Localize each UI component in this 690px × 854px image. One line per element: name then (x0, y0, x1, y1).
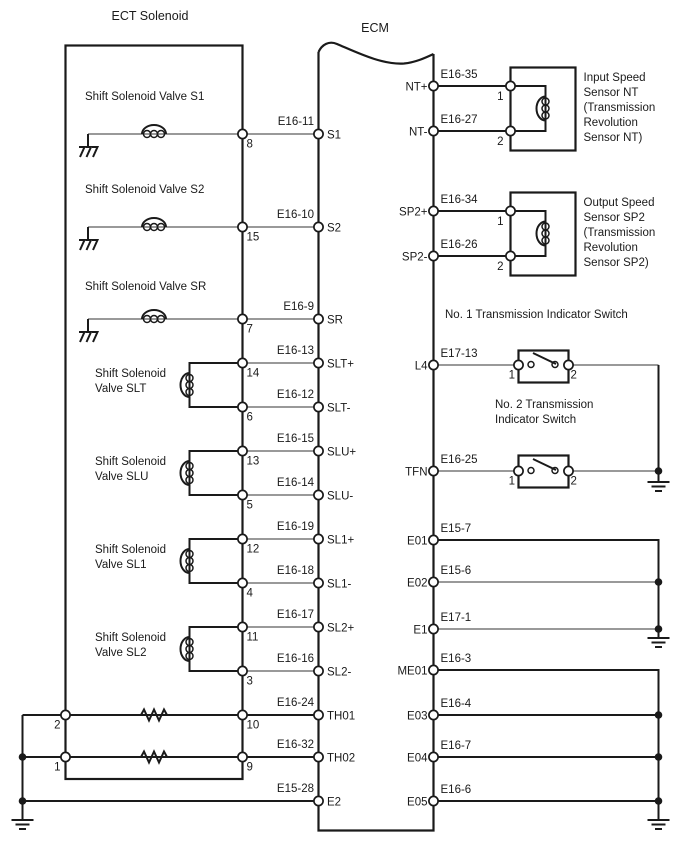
solenoid-slt-label-2: Valve SLT (95, 383, 147, 395)
pin-number: 10 (246, 719, 260, 732)
ect-pin-10 (238, 710, 247, 719)
ecm-pin-sl1-minus (314, 578, 323, 587)
ecm-pin-label: S2 (327, 222, 342, 235)
connector-label: E16-10 (276, 209, 314, 221)
sl1-coil-icon (181, 549, 194, 573)
ecm-pin-nt-plus (429, 81, 438, 90)
pin-number: 5 (246, 499, 253, 512)
ect-pin-5 (238, 490, 247, 499)
connector-label: E16-34 (440, 194, 478, 206)
connector-label: E15-6 (440, 565, 472, 577)
junction-dot (655, 578, 663, 586)
pin-number: 1 (497, 91, 504, 103)
pin-number: 7 (246, 323, 253, 336)
sp2-sensor-label-3: (Transmission (583, 227, 656, 239)
ect-pin-11 (238, 622, 247, 631)
ecm-pin-l4 (429, 360, 438, 369)
slu-coil-icon (181, 461, 194, 485)
junction-dot (655, 711, 663, 719)
connector-label: E16-25 (440, 454, 478, 466)
connector-label: E16-13 (276, 345, 314, 357)
sp2-coil-icon (537, 222, 550, 246)
ecm-pin-label: NT+ (405, 81, 428, 94)
pin-number: 15 (246, 231, 260, 244)
nt-sensor-pin-1 (506, 81, 515, 90)
ecm-title: ECM (361, 21, 389, 35)
connector-label: E16-16 (276, 653, 314, 665)
sp2-sensor-label-1: Output Speed (583, 197, 655, 209)
solenoid-s1-label: Shift Solenoid Valve S1 (85, 91, 205, 103)
no2-transmission-indicator-switch-symbol (519, 456, 569, 488)
ecm-pin-label: SP2- (401, 251, 428, 264)
pin-number: 13 (246, 455, 260, 468)
connector-label: E16-11 (277, 116, 314, 128)
pin-number: 14 (246, 367, 260, 380)
slt-coil-icon (181, 373, 194, 397)
ecm-pin-e1 (429, 624, 438, 633)
ecm-pin-label: SL2- (327, 666, 352, 679)
ecm-pin-me01 (429, 665, 438, 674)
ecm-pin-sl1-plus (314, 534, 323, 543)
pin-number: 2 (497, 136, 504, 148)
ect-pin-13 (238, 446, 247, 455)
ecm-pin-e03 (429, 710, 438, 719)
junction-dot (655, 467, 663, 475)
connector-label: E16-12 (276, 389, 314, 401)
connector-label: E16-26 (440, 239, 478, 251)
ecm-pin-label: NT- (408, 126, 428, 139)
junction-dot (19, 797, 27, 805)
ecm-pin-label: SP2+ (399, 206, 428, 219)
switch2-terminal-1 (514, 466, 523, 475)
junction-dot (19, 753, 27, 761)
ect-pin-2 (61, 710, 70, 719)
ecm-pin-label: SL1+ (327, 534, 355, 547)
ecm-pin-label: E03 (407, 710, 428, 723)
connector-label: E16-4 (440, 698, 472, 710)
s2-chassis-ground-icon (79, 227, 98, 250)
ecm-pin-label: SR (327, 314, 343, 327)
connector-label: E16-18 (276, 565, 314, 577)
connector-label: E17-13 (440, 348, 478, 360)
ecm-pin-label: SL2+ (327, 622, 355, 635)
sp2-sensor-label-4: Revolution (583, 242, 638, 254)
connector-label: E15-7 (440, 523, 472, 535)
connector-label: E16-15 (276, 433, 314, 445)
pin-number: 1 (54, 761, 61, 774)
connector-label: E15-28 (276, 783, 314, 795)
slu-coil-loop (190, 451, 243, 495)
s2-coil-icon (142, 218, 166, 231)
pin-number: 9 (246, 761, 253, 774)
ecm-pin-e01 (429, 535, 438, 544)
ecm-pin-slt-plus (314, 358, 323, 367)
solenoid-sr-label: Shift Solenoid Valve SR (85, 281, 207, 293)
pin-number: 3 (246, 675, 253, 688)
pin-number: 2 (497, 261, 504, 273)
ecm-pin-s1 (314, 129, 323, 138)
nt-sensor-label-5: Sensor NT) (583, 132, 643, 144)
ecm-pin-sp2-minus (429, 251, 438, 260)
ecm-pin-sp2-plus (429, 206, 438, 215)
switch2-terminal-2 (564, 466, 573, 475)
ecm-pin-e02 (429, 577, 438, 586)
nt-coil-icon (537, 97, 550, 121)
connector-label: E16-7 (440, 740, 472, 752)
solenoid-sl2-label-1: Shift Solenoid (95, 632, 166, 644)
ect-box-title: ECT Solenoid (111, 9, 189, 23)
no1-transmission-indicator-switch-symbol (519, 351, 569, 383)
sl1-coil-loop (190, 539, 243, 583)
switch1-terminal-1 (514, 360, 523, 369)
connector-label: E16-32 (276, 739, 314, 751)
nt-sensor-pin-2 (506, 126, 515, 135)
ecm-pin-e2 (314, 796, 323, 805)
junction-dot (655, 625, 663, 633)
ecm-pin-label: TFN (405, 466, 428, 479)
ecm-pin-label: E05 (407, 796, 428, 809)
connector-label: E16-6 (440, 784, 472, 796)
output-speed-sensor-box (511, 193, 576, 276)
pin-number: 2 (570, 369, 577, 382)
connector-label: E16-17 (276, 609, 314, 621)
sp2-sensor-pin-1 (506, 206, 515, 215)
pin-number: 1 (508, 369, 515, 382)
connector-label: E16-9 (283, 301, 314, 313)
ecm-pin-sl2-plus (314, 622, 323, 631)
ecm-pin-sr (314, 314, 323, 323)
ect-pin-4 (238, 578, 247, 587)
ecm-pin-th02 (314, 752, 323, 761)
pin-number: 1 (497, 216, 504, 228)
solenoid-slt-label-1: Shift Solenoid (95, 368, 166, 380)
ecm-pin-label: SLU- (327, 490, 354, 503)
ect-pin-14 (238, 358, 247, 367)
junction-dot (655, 797, 663, 805)
solenoid-s2-label: Shift Solenoid Valve S2 (85, 184, 205, 196)
connector-label: E16-14 (276, 477, 314, 489)
pin-number: 1 (508, 475, 515, 488)
solenoid-slu-label-2: Valve SLU (95, 471, 149, 483)
s1-chassis-ground-icon (79, 134, 98, 157)
pin-number: 12 (246, 543, 260, 556)
ecm-pin-label: E02 (407, 577, 428, 590)
pin-number: 11 (246, 631, 259, 644)
ect-pin-6 (238, 402, 247, 411)
ecm-pin-th01 (314, 710, 323, 719)
ecm-pin-label: SLT+ (327, 358, 354, 371)
ecm-pin-slu-minus (314, 490, 323, 499)
pin-number: 6 (246, 411, 253, 424)
connector-label: E16-19 (276, 521, 314, 533)
nt-sensor-label-2: Sensor NT (583, 87, 639, 99)
ecm-pin-s2 (314, 222, 323, 231)
solenoid-sl1-label-2: Valve SL1 (95, 559, 147, 571)
ecm-pin-nt-minus (429, 126, 438, 135)
ecm-pin-label: E04 (407, 752, 428, 765)
ecm-pin-slu-plus (314, 446, 323, 455)
ect-solenoid-box (66, 46, 243, 780)
ecm-box-torn-top-edge (319, 43, 434, 64)
ect-pin-8 (238, 129, 247, 138)
ecm-pin-label: E2 (327, 796, 342, 809)
ecm-pin-label: SLT- (327, 402, 351, 415)
solenoid-sl2-label-2: Valve SL2 (95, 647, 147, 659)
pin-number: 2 (570, 475, 577, 488)
switch1-terminal-2 (564, 360, 573, 369)
ecm-pin-tfn (429, 466, 438, 475)
left-ground-icon (12, 820, 34, 829)
ecm-pin-label: L4 (414, 360, 428, 373)
ecm-pin-e04 (429, 752, 438, 761)
ect-pin-12 (238, 534, 247, 543)
sr-chassis-ground-icon (79, 319, 98, 342)
ect-pin-3 (238, 666, 247, 675)
solenoid-slu-label-1: Shift Solenoid (95, 456, 166, 468)
switch2-title-2: Indicator Switch (495, 414, 577, 426)
connector-label: E17-1 (440, 612, 472, 624)
switch1-title: No. 1 Transmission Indicator Switch (445, 309, 628, 321)
s1-coil-icon (142, 125, 166, 138)
ect-pin-9 (238, 752, 247, 761)
ecm-pin-label: S1 (327, 129, 342, 142)
nt-sensor-label-3: (Transmission (583, 102, 656, 114)
pin-number: 2 (54, 719, 61, 732)
sr-coil-icon (142, 310, 166, 323)
me01-ground-icon (648, 820, 670, 829)
connector-label: E16-27 (440, 114, 478, 126)
sp2-sensor-label-2: Sensor SP2 (583, 212, 645, 224)
switch2-title-1: No. 2 Transmission (495, 399, 594, 411)
solenoid-sl1-label-1: Shift Solenoid (95, 544, 166, 556)
ect-pin-1 (61, 752, 70, 761)
ecm-pin-label: ME01 (397, 665, 428, 678)
slt-coil-loop (190, 363, 243, 407)
ect-pin-15 (238, 222, 247, 231)
nt-sensor-label-1: Input Speed (583, 72, 646, 84)
pin-number: 8 (246, 138, 253, 151)
ecm-pin-label: SL1- (327, 578, 352, 591)
connector-label: E16-3 (440, 653, 472, 665)
connector-label: E16-35 (440, 69, 478, 81)
ecm-pin-e05 (429, 796, 438, 805)
ecm-pin-sl2-minus (314, 666, 323, 675)
connector-label: E16-24 (276, 697, 314, 709)
ecm-pin-label: TH01 (327, 710, 356, 723)
ecm-pin-label: E1 (413, 624, 428, 637)
ecm-pin-label: TH02 (327, 752, 356, 765)
nt-sensor-label-4: Revolution (583, 117, 638, 129)
ecm-pin-slt-minus (314, 402, 323, 411)
input-speed-sensor-box (511, 68, 576, 151)
ecm-pin-label: E01 (407, 535, 428, 548)
pin-number: 4 (246, 587, 253, 600)
sl2-coil-loop (190, 627, 243, 671)
ect-pin-7 (238, 314, 247, 323)
junction-dot (655, 753, 663, 761)
sp2-sensor-pin-2 (506, 251, 515, 260)
sl2-coil-icon (181, 637, 194, 661)
ecm-pin-label: SLU+ (327, 446, 357, 459)
sp2-sensor-label-5: Sensor SP2) (583, 257, 649, 269)
